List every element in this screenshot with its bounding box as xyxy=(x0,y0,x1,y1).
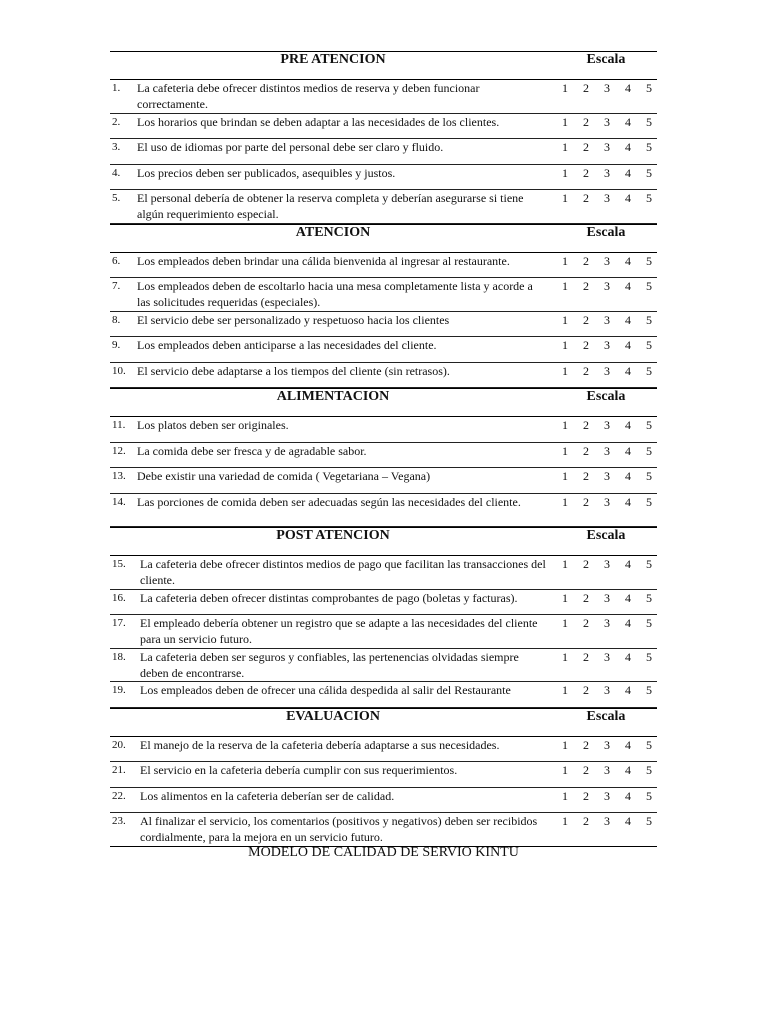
rating-option: 1 xyxy=(562,279,568,293)
rating-option: 1 xyxy=(562,140,568,154)
rating-scale xyxy=(559,363,655,379)
question-row xyxy=(110,190,657,224)
rating-scale xyxy=(559,278,655,294)
question-number: 13. xyxy=(112,470,126,482)
rating-option: 5 xyxy=(646,443,652,458)
rating-scale xyxy=(559,253,655,269)
rating-option: 3 xyxy=(604,494,610,509)
question-text: El empleado debería obtener un registro que se adapte a las necesidades del cliente para un servicio futuro. xyxy=(140,616,538,646)
scale-header: Escala xyxy=(586,52,626,67)
rating-scale xyxy=(559,190,655,206)
rating-scale xyxy=(559,649,655,665)
question-number: 5. xyxy=(112,192,121,204)
rating-option: 3 xyxy=(604,279,610,293)
rating-option: 3 xyxy=(604,191,610,205)
rating-option: 5 xyxy=(646,114,652,129)
question-number: 23. xyxy=(112,815,126,827)
rating-scale xyxy=(559,494,655,510)
rating-option: 4 xyxy=(625,590,631,605)
rating-option: 2 xyxy=(583,312,589,327)
rating-option: 2 xyxy=(583,165,589,180)
rating-option: 5 xyxy=(646,312,652,327)
rating-option: 1 xyxy=(562,763,568,777)
rating-scale xyxy=(559,165,655,181)
question-number: 18. xyxy=(112,650,126,663)
rating-option: 1 xyxy=(562,649,568,664)
rating-scale xyxy=(559,737,655,753)
question-number: 4. xyxy=(112,166,121,179)
section-header xyxy=(110,708,657,737)
rating-scale xyxy=(559,468,655,484)
rating-option: 2 xyxy=(583,737,589,752)
question-text: Los alimentos en la cafeteria deberían ser de calidad. xyxy=(140,788,395,803)
question-number: 12. xyxy=(112,444,126,457)
rating-option: 2 xyxy=(583,763,589,777)
rating-option: 4 xyxy=(625,253,631,268)
rating-option: 1 xyxy=(562,81,568,95)
rating-option: 5 xyxy=(646,253,652,268)
section-title: EVALUACION xyxy=(286,708,380,724)
rating-option: 1 xyxy=(562,363,568,378)
rating-option: 3 xyxy=(604,312,610,327)
rating-option: 5 xyxy=(646,279,652,293)
question-number: 8. xyxy=(112,313,121,326)
rating-option: 4 xyxy=(625,814,631,828)
rating-scale xyxy=(559,417,655,433)
question-text: Los empleados deben anticiparse a las necesidades del cliente. xyxy=(137,338,437,352)
scale-header: Escala xyxy=(586,389,626,404)
rating-scale xyxy=(559,80,655,96)
rating-option: 3 xyxy=(604,443,610,458)
scale-header: Escala xyxy=(586,528,626,543)
rating-option: 5 xyxy=(646,469,652,483)
rating-option: 3 xyxy=(604,557,610,571)
rating-option: 1 xyxy=(562,557,568,571)
question-row xyxy=(110,682,657,708)
rating-option: 1 xyxy=(562,312,568,327)
rating-option: 3 xyxy=(604,683,610,697)
rating-option: 4 xyxy=(625,312,631,327)
question-text: El manejo de la reserva de la cafeteria debería adaptarse a sus necesidades. xyxy=(140,737,500,752)
question-row xyxy=(110,253,657,279)
rating-option: 4 xyxy=(625,469,631,483)
rating-option: 2 xyxy=(583,338,589,352)
rating-option: 3 xyxy=(604,140,610,154)
rating-option: 5 xyxy=(646,418,652,432)
question-text: Al finalizar el servicio, los comentarios (positivos y negativos) deben ser recibidos cordialmente, para la mejora en un servicio futuro. xyxy=(140,814,538,844)
rating-option: 1 xyxy=(562,418,568,432)
question-row xyxy=(110,556,657,590)
question-number: 15. xyxy=(112,558,126,570)
rating-option: 5 xyxy=(646,165,652,180)
question-row xyxy=(110,363,657,389)
rating-scale xyxy=(559,615,655,631)
rating-option: 4 xyxy=(625,616,631,630)
question-text: El servicio debe ser personalizado y respetuoso hacia los clientes xyxy=(137,312,450,327)
question-number: 9. xyxy=(112,339,121,351)
question-row xyxy=(110,114,657,140)
question-row xyxy=(110,590,657,616)
question-number: 1. xyxy=(112,82,121,94)
question-number: 2. xyxy=(112,115,121,128)
rating-option: 5 xyxy=(646,616,652,630)
rating-option: 3 xyxy=(604,788,610,803)
question-number: 14. xyxy=(112,495,126,508)
section-header xyxy=(110,51,657,80)
rating-option: 3 xyxy=(604,165,610,180)
question-text: Los empleados deben brindar una cálida bienvenida al ingresar al restaurante. xyxy=(137,253,510,268)
rating-option: 1 xyxy=(562,494,568,509)
question-row xyxy=(110,813,657,847)
rating-scale xyxy=(559,813,655,829)
rating-option: 4 xyxy=(625,191,631,205)
question-text: El uso de idiomas por parte del personal debe ser claro y fluido. xyxy=(137,140,444,154)
question-text: Los precios deben ser publicados, asequibles y justos. xyxy=(137,165,396,180)
question-row xyxy=(110,468,657,494)
rating-option: 2 xyxy=(583,683,589,697)
rating-option: 3 xyxy=(604,469,610,483)
question-text: La comida debe ser fresca y de agradable sabor. xyxy=(137,443,367,458)
rating-option: 4 xyxy=(625,114,631,129)
rating-option: 5 xyxy=(646,814,652,828)
question-number: 19. xyxy=(112,684,126,696)
section-header xyxy=(110,527,657,556)
rating-option: 2 xyxy=(583,443,589,458)
rating-option: 1 xyxy=(562,191,568,205)
rating-option: 4 xyxy=(625,338,631,352)
rating-option: 1 xyxy=(562,253,568,268)
question-number: 22. xyxy=(112,789,126,802)
rating-option: 3 xyxy=(604,363,610,378)
rating-option: 1 xyxy=(562,590,568,605)
rating-option: 2 xyxy=(583,114,589,129)
rating-option: 2 xyxy=(583,616,589,630)
rating-option: 3 xyxy=(604,616,610,630)
rating-option: 4 xyxy=(625,763,631,777)
section-title: ATENCION xyxy=(295,224,371,240)
question-number: 7. xyxy=(112,280,121,292)
rating-option: 4 xyxy=(625,494,631,509)
question-text: El personal debería de obtener la reserva completa y deberían asegurarse si tiene algún requerimiento especial. xyxy=(137,191,524,221)
rating-option: 4 xyxy=(625,140,631,154)
question-text: Debe existir una variedad de comida ( Vegetariana – Vegana) xyxy=(137,469,431,483)
question-number: 21. xyxy=(112,764,126,776)
section-header xyxy=(110,388,657,417)
question-row xyxy=(110,312,657,338)
questionnaire-table xyxy=(110,51,657,847)
question-text: La cafeteria debe ofrecer distintos medios de reserva y deben funcionar correctamente. xyxy=(137,81,480,111)
question-text: El servicio debe adaptarse a los tiempos del cliente (sin retrasos). xyxy=(137,363,450,378)
rating-option: 3 xyxy=(604,649,610,664)
question-row xyxy=(110,278,657,312)
rating-option: 3 xyxy=(604,338,610,352)
rating-option: 2 xyxy=(583,279,589,293)
rating-option: 2 xyxy=(583,814,589,828)
question-number: 17. xyxy=(112,617,126,629)
rating-scale xyxy=(559,139,655,155)
rating-option: 2 xyxy=(583,191,589,205)
question-row xyxy=(110,337,657,363)
question-row xyxy=(110,494,657,528)
rating-option: 2 xyxy=(583,363,589,378)
rating-option: 2 xyxy=(583,253,589,268)
rating-option: 4 xyxy=(625,443,631,458)
rating-option: 1 xyxy=(562,814,568,828)
section-title: POST ATENCION xyxy=(276,528,390,543)
rating-option: 5 xyxy=(646,140,652,154)
rating-option: 1 xyxy=(562,788,568,803)
rating-option: 5 xyxy=(646,737,652,752)
rating-option: 5 xyxy=(646,363,652,378)
rating-scale xyxy=(559,682,655,698)
rating-option: 2 xyxy=(583,494,589,509)
rating-option: 5 xyxy=(646,557,652,571)
rating-option: 1 xyxy=(562,443,568,458)
section-title: ALIMENTACION xyxy=(276,389,390,404)
rating-option: 3 xyxy=(604,737,610,752)
question-text: Los platos deben ser originales. xyxy=(137,418,289,432)
rating-option: 4 xyxy=(625,279,631,293)
question-row xyxy=(110,615,657,649)
rating-option: 1 xyxy=(562,165,568,180)
rating-option: 4 xyxy=(625,81,631,95)
rating-option: 4 xyxy=(625,683,631,697)
question-text: Los empleados deben de escoltarlo hacia una mesa completamente lista y acorde a las solicitudes requeridas (especiales). xyxy=(137,279,533,309)
rating-option: 4 xyxy=(625,557,631,571)
rating-option: 5 xyxy=(646,649,652,664)
document-footer-title: MODELO DE CALIDAD DE SERVIO KINTU xyxy=(248,845,519,860)
rating-scale xyxy=(559,312,655,328)
rating-option: 2 xyxy=(583,649,589,664)
question-number: 3. xyxy=(112,141,121,153)
rating-scale xyxy=(559,762,655,778)
question-text: Los horarios que brindan se deben adaptar a las necesidades de los clientes. xyxy=(137,114,500,129)
rating-option: 3 xyxy=(604,418,610,432)
rating-scale xyxy=(559,114,655,130)
rating-option: 4 xyxy=(625,165,631,180)
rating-option: 5 xyxy=(646,81,652,95)
rating-option: 5 xyxy=(646,683,652,697)
rating-option: 3 xyxy=(604,814,610,828)
question-row xyxy=(110,443,657,469)
question-row xyxy=(110,165,657,191)
rating-option: 1 xyxy=(562,737,568,752)
question-row xyxy=(110,737,657,763)
question-text: Las porciones de comida deben ser adecuadas según las necesidades del cliente. xyxy=(137,494,521,509)
rating-option: 3 xyxy=(604,81,610,95)
section-header xyxy=(110,224,657,253)
rating-scale xyxy=(559,337,655,353)
rating-option: 2 xyxy=(583,557,589,571)
rating-option: 4 xyxy=(625,649,631,664)
rating-option: 1 xyxy=(562,114,568,129)
rating-option: 1 xyxy=(562,683,568,697)
section-title: PRE ATENCION xyxy=(280,52,386,67)
question-row xyxy=(110,417,657,443)
question-row xyxy=(110,762,657,788)
rating-option: 2 xyxy=(583,140,589,154)
rating-scale xyxy=(559,788,655,804)
rating-option: 5 xyxy=(646,494,652,509)
question-text: La cafeteria deben ser seguros y confiables, las pertenencias olvidadas siempre deben de encontrarse. xyxy=(140,649,519,680)
question-row xyxy=(110,80,657,114)
question-number: 16. xyxy=(112,591,126,604)
rating-option: 2 xyxy=(583,418,589,432)
rating-option: 2 xyxy=(583,788,589,803)
rating-option: 5 xyxy=(646,763,652,777)
rating-scale xyxy=(559,556,655,572)
rating-option: 1 xyxy=(562,616,568,630)
rating-option: 4 xyxy=(625,418,631,432)
rating-option: 1 xyxy=(562,469,568,483)
rating-option: 3 xyxy=(604,763,610,777)
rating-option: 5 xyxy=(646,590,652,605)
question-number: 10. xyxy=(112,364,126,377)
rating-option: 5 xyxy=(646,788,652,803)
rating-scale xyxy=(559,443,655,459)
question-text: La cafeteria deben ofrecer distintas comprobantes de pago (boletas y facturas). xyxy=(140,590,518,605)
rating-option: 5 xyxy=(646,338,652,352)
rating-option: 4 xyxy=(625,788,631,803)
question-text: Los empleados deben de ofrecer una cálida despedida al salir del Restaurante xyxy=(140,683,511,697)
question-row xyxy=(110,649,657,683)
rating-option: 1 xyxy=(562,338,568,352)
rating-option: 4 xyxy=(625,363,631,378)
question-number: 6. xyxy=(112,254,121,267)
rating-option: 2 xyxy=(583,590,589,605)
scale-header: Escala xyxy=(586,708,626,724)
question-text: La cafeteria debe ofrecer distintos medios de pago que facilitan las transacciones del cliente. xyxy=(140,557,546,587)
scale-header: Escala xyxy=(586,224,626,240)
question-text: El servicio en la cafeteria debería cumplir con sus requerimientos. xyxy=(140,763,458,777)
rating-scale xyxy=(559,590,655,606)
rating-option: 5 xyxy=(646,191,652,205)
rating-option: 4 xyxy=(625,737,631,752)
question-row xyxy=(110,788,657,814)
rating-option: 3 xyxy=(604,253,610,268)
question-number: 11. xyxy=(112,419,126,431)
rating-option: 2 xyxy=(583,81,589,95)
question-row xyxy=(110,139,657,165)
rating-option: 2 xyxy=(583,469,589,483)
rating-option: 3 xyxy=(604,114,610,129)
rating-option: 3 xyxy=(604,590,610,605)
question-number: 20. xyxy=(112,738,126,751)
